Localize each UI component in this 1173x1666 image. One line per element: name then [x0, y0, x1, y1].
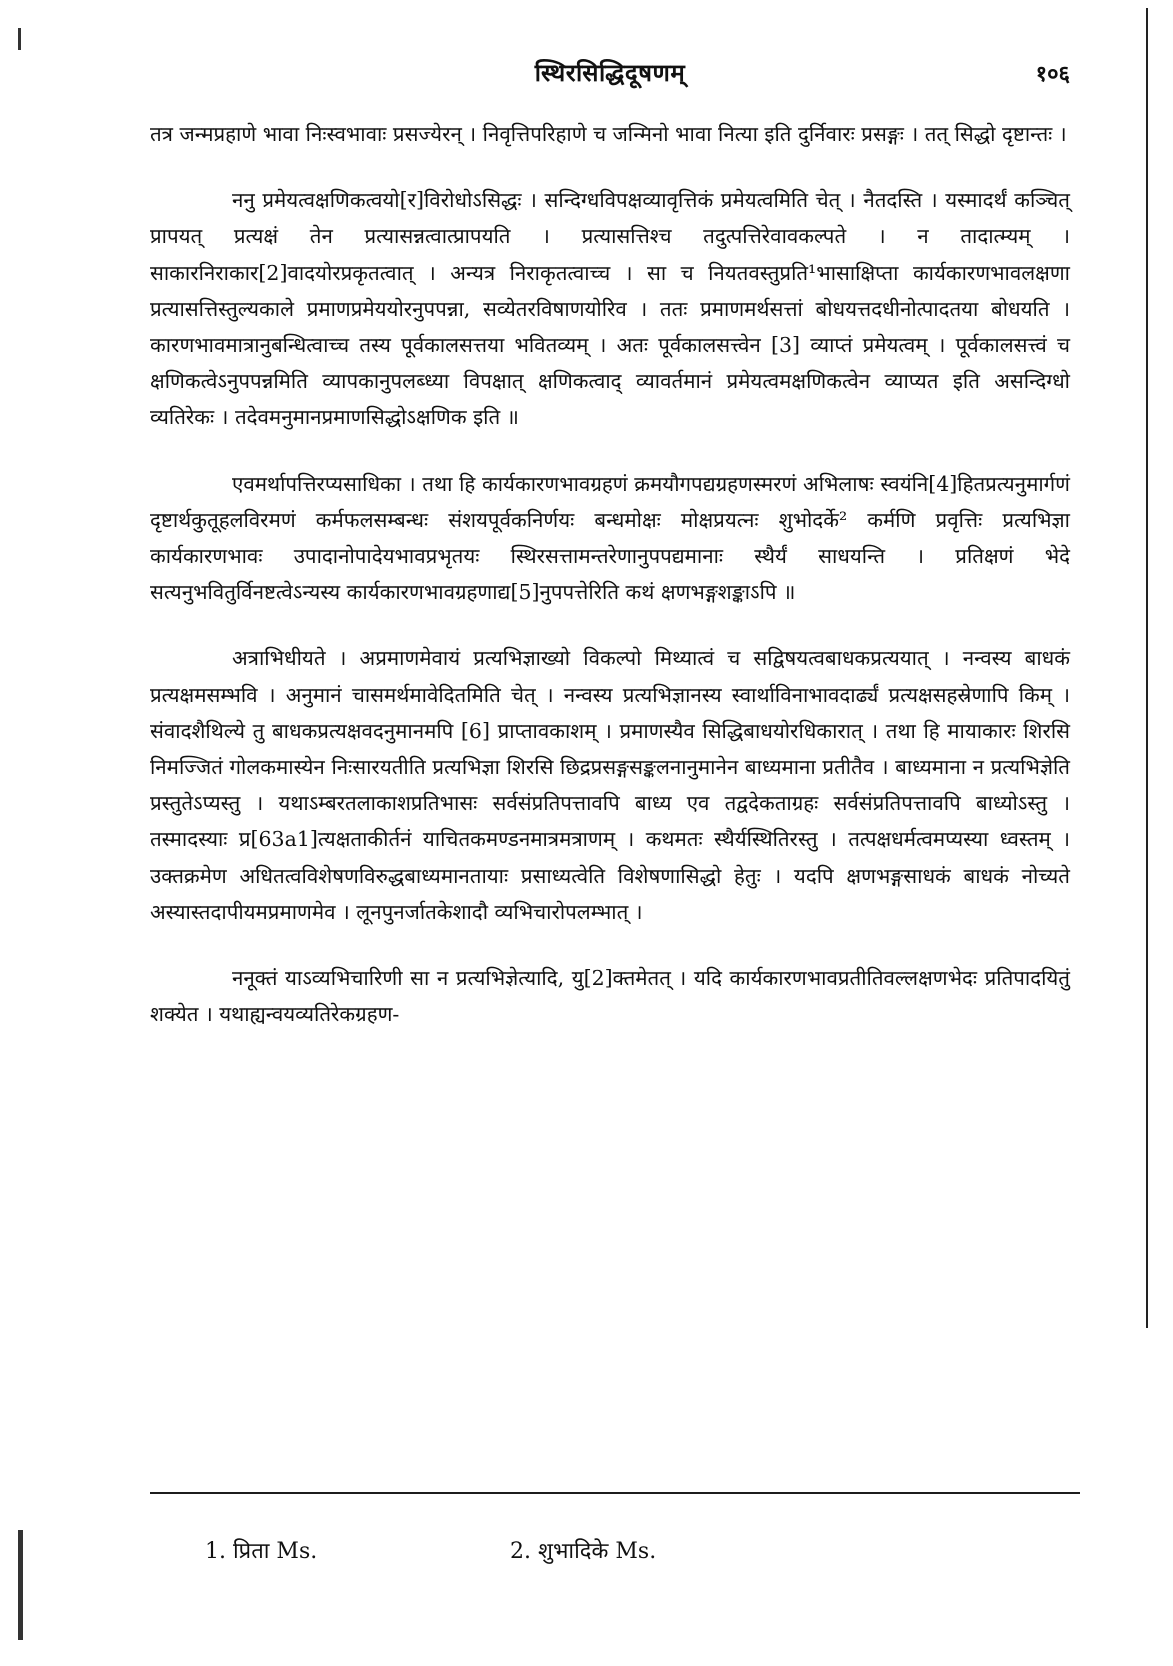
page-number: १०६: [1035, 61, 1070, 87]
paragraph: तत्र जन्मप्रहाणे भावा निःस्वभावाः प्रसज्येरन् । निवृत्तिपरिहाणे च जन्मिनो भावा नित्या इति दुर्निवारः प्रसङ्गः । तत् सिद्धो दृष्टान्तः ।: [150, 122, 1067, 146]
footnote-rule: [150, 1492, 1080, 1494]
scan-margin-mark: [18, 1530, 23, 1640]
footnote: 1. प्रिता Ms.: [205, 1539, 318, 1564]
footnote: 2. शुभादिके Ms.: [510, 1539, 657, 1564]
body-text: [150, 116, 1070, 1062]
paragraph: अत्राभिधीयते । अप्रमाणमेवायं प्रत्यभिज्ञाख्यो विकल्पो मिथ्यात्वं च सद्विषयत्वबाधकप्रत्ययात् । नन्वस्य बाधकं प्रत्यक्षमसम्भवि । अनुमानं चासमर्थमावेदितमिति चेत् । नन्वस्य प्रत्यभिज्ञानस्य स्वार्थाविनाभावदार्ढ्यं प्रत्यक्षसहस्रेणापि किम् । संवादशैथिल्ये तु बाधकप्रत्यक्षवदनुमानमपि [6] प्राप्तावकाशम् । प्रमाणस्यैव सिद्धिबाधयोरधिकारात् । तथा हि मायाकारः शिरसि निमज्जितं गोलकमास्येन निःसारयतीति प्रत्यभिज्ञा शिरसि छिद्रप्रसङ्गसङ्कलनानुमानेन बाध्यमाना प्रतीतैव । बाध्यमाना न प्रत्यभिज्ञेति प्रस्तुतेऽप्यस्तु । यथाऽम्बरतलाकाशप्रतिभासः सर्वसंप्रतिपत्तावपि बाध्य एव तद्वदेकताग्रहः सर्वसंप्रतिपत्तावपि बाध्योऽस्तु । तस्मादस्याः प्र[63a1]त्यक्षताकीर्तनं याचितकमण्डनमात्रमत्राणम् । कथमतः स्थैर्यस्थितिरस्तु । तत्पक्षधर्मत्वमप्यस्या ध्वस्तम् । उक्तक्रमेण अधितत्वविशेषणविरुद्धबाध्यमानतायाः प्रसाध्यत्वेति विशेषणासिद्धो हेतुः । यदपि क्षणभङ्गसाधकं बाधकं नोच्यते अस्यास्तदापीयमप्रमाणमेव । लूनपुनर्जातकेशादौ व्यभिचारोपलम्भात् ।: [150, 646, 1070, 924]
running-title: स्थिरसिद्धिदूषणम्: [534, 58, 686, 87]
scan-margin-mark: [18, 28, 21, 50]
paragraph: ननु प्रमेयत्वक्षणिकत्वयो[र]विरोधोऽसिद्धः । सन्दिग्धविपक्षव्यावृत्तिकं प्रमेयत्वमिति चेत् । नैतदस्ति । यस्मादर्थं कञ्चित् प्रापयत् प्रत्यक्षं तेन प्रत्यासन्नत्वात्प्रापयति । प्रत्यासत्तिश्च तदुत्पत्तिरेवावकल्पते । न तादात्म्यम् । साकारनिराकार[2]वादयोरप्रकृतत्वात् । अन्यत्र निराकृतत्वाच्च । सा च नियतवस्तुप्रति¹भासाक्षिप्ता कार्यकारणभावलक्षणा प्रत्यासत्तिस्तुल्यकाले प्रमाणप्रमेययोरनुपपन्ना, सव्येतरविषाणयोरिव । ततः प्रमाणमर्थसत्तां बोधयत्तदधीनोत्पादतया बोधयति । कारणभावमात्रानुबन्धित्वाच्च तस्य पूर्वकालसत्तया भवितव्यम् । अतः पूर्वकालसत्त्वेन [3] व्याप्तं प्रमेयत्वम् । पूर्वकालसत्त्वं च क्षणिकत्वेऽनुपपन्नमिति व्यापकानुपलब्ध्या विपक्षात् क्षणिकत्वाद् व्यावर्तमानं प्रमेयत्वमक्षणिकत्वेन व्याप्यत इति असन्दिग्धो व्यतिरेकः । तदेवमनुमानप्रमाणसिद्धोऽक्षणिक इति ॥: [150, 188, 1070, 430]
paragraph: एवमर्थापत्तिरप्यसाधिका । तथा हि कार्यकारणभावग्रहणं क्रमयौगपद्यग्रहणस्मरणं अभिलाषः स्वयंनि[4]हितप्रत्यनुमार्गणं दृष्टार्थकुतूहलविरमणं कर्मफलसम्बन्धः संशयपूर्वकनिर्णयः बन्धमोक्षः मोक्षप्रयत्नः शुभोदर्के² कर्मणि प्रवृत्तिः प्रत्यभिज्ञा कार्यकारणभावः उपादानोपादेयभावप्रभृतयः स्थिरसत्तामन्तरेणानुपपद्यमानाः स्थैर्यं साधयन्ति । प्रतिक्षणं भेदे सत्यनुभवितुर्विनष्टत्वेऽन्यस्य कार्यकारणभावग्रहणाद्य[5]नुपपत्तेरिति कथं क्षणभङ्गशङ्काऽपि ॥: [150, 471, 1070, 605]
paragraph: ननूक्तं याऽव्यभिचारिणी सा न प्रत्यभिज्ञेत्यादि, यु[2]क्तमेतत् । यदि कार्यकारणभावप्रतीतिवल्लक्षणभेदः प्रतिपादयितुं शक्येत । यथाह्यन्वयव्यतिरेकग्रहण-: [150, 966, 1070, 1027]
page-edge-rule: [1146, 8, 1148, 1328]
footnotes: [205, 1535, 965, 1575]
page-header: [150, 56, 1070, 96]
